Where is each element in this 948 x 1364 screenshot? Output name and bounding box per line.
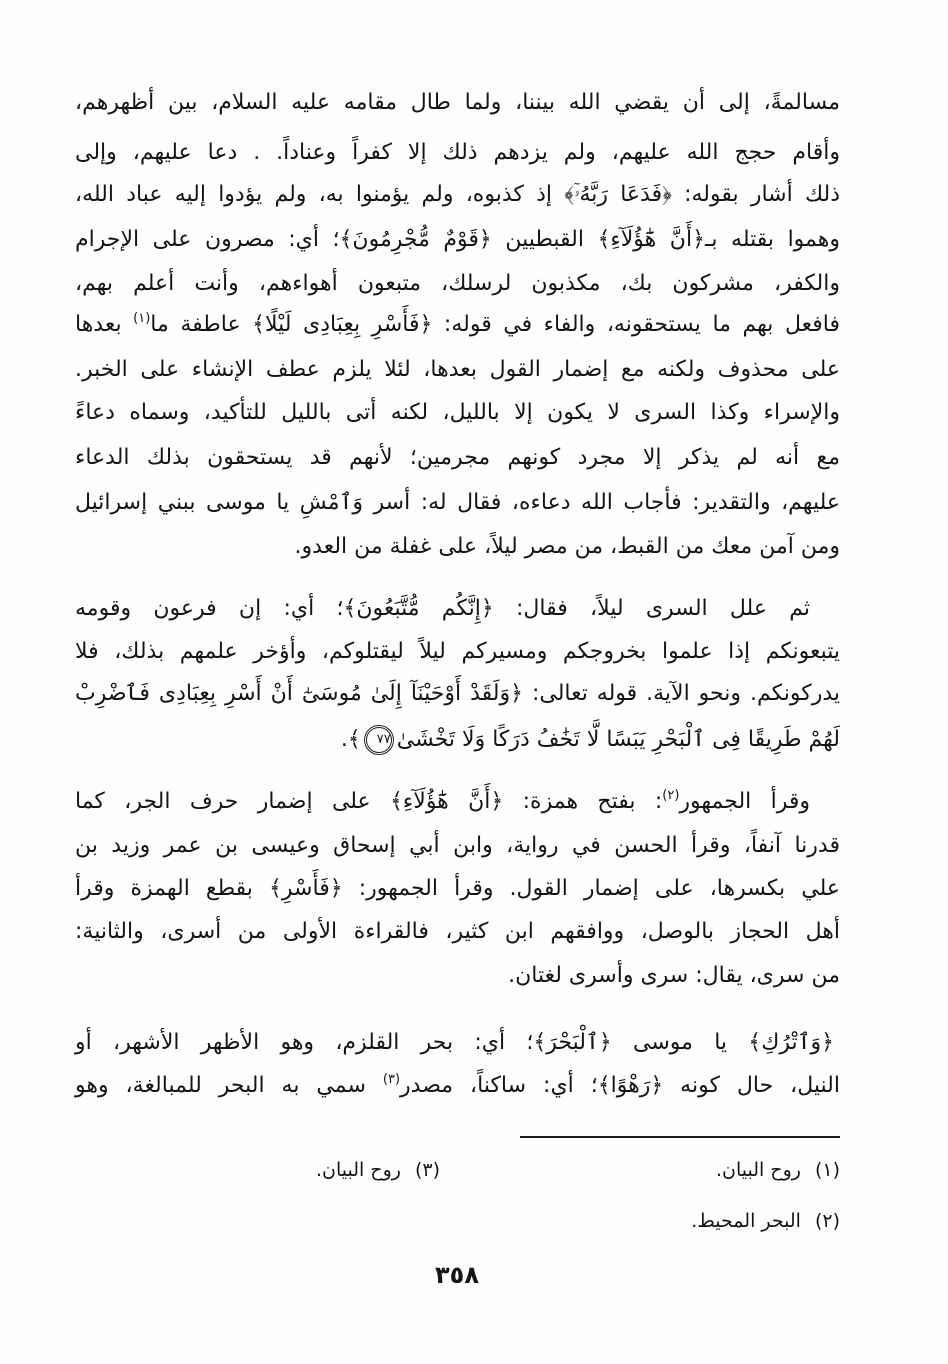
text-line: علي بكسرها، على إضمار القول. وقرأ الجمهور: ﴿فَأَسْرِ﴾ بقطع الهمزة وقرأ xyxy=(75,876,840,901)
text-line: مع أنه لم يذكر إلا مجرد كونهم مجرمين؛ لأنهم قد يستحقون بذلك الدعاء xyxy=(75,445,840,470)
footnote-3 xyxy=(316,1155,440,1185)
text-line: على محذوف ولكنه مع إضمار القول بعدها، لئلا يلزم عطف الإنشاء على الخبر. xyxy=(75,357,840,382)
line-text: سمي به البحر للمبالغة، وهو xyxy=(75,1073,383,1098)
text-line: وأقام حجج الله عليهم، ولم يزدهم ذلك إلا كفراً وعناداً. . دعا عليهم، وإلى xyxy=(75,140,840,165)
text-line xyxy=(75,1064,840,1108)
footnote-text: روح البيان. xyxy=(315,1159,401,1181)
text-line: يدركونكم. ونحو الآية. قوله تعالى: ﴿وَلَقَدْ أَوْحَيْنَآ إِلَىٰ مُوسَىٰٓ أَنْ أَسْرِ بِعِبَادِى فَٱضْرِبْ xyxy=(75,681,840,706)
footnote-ref-1: (١) xyxy=(133,311,151,326)
line-text: وقرأ الجمهور xyxy=(679,789,810,814)
quran-text: لَهُمْ طَرِيقًا فِى ٱلْبَحْرِ يَبَسًا لَّا تَخَٰفُ دَرَكًا وَلَا تَخْشَىٰ xyxy=(396,727,840,752)
text-line: والكفر، مشركون بك، مكذبون لرسلك، متبعون أهواءهم، وأنت أعلم بهم، xyxy=(75,271,840,296)
text-line: من سرى، يقال: سرى وأسرى لغتان. xyxy=(508,963,840,988)
text-line xyxy=(75,718,840,762)
text-line: وهموا بقتله بـ﴿أَنَّ هَٰٓؤُلَآءِ﴾ القبطيين ﴿قَوْمٌ مُّجْرِمُونَ﴾؛ أي: مصرون على الإجرام xyxy=(75,227,840,252)
footnote-2 xyxy=(691,1206,840,1236)
page-number: ٣٥٨ xyxy=(435,1261,479,1289)
text-line xyxy=(75,780,840,824)
text-line xyxy=(75,303,840,347)
text-line: أهل الحجاز بالوصل، ووافقهم ابن كثير، فالقراءة الأولى من أسرى، والثانية: xyxy=(75,919,840,944)
footnote-separator xyxy=(520,1136,840,1138)
line-text: فافعل بهم ما يستحقونه، والفاء في قوله: ﴿فَأَسْرِ بِعِبَادِى لَيْلًا﴾ عاطفة ما xyxy=(150,312,840,337)
text-line: ﴿وَٱتْرُكِ﴾ يا موسى ﴿ٱلْبَحْرَ﴾؛ أي: بحر القلزم، وهو الأظهر الأشهر، أو xyxy=(75,1030,834,1055)
text-line: يتبعونكم إذا علموا بخروجكم ومسيركم ليلاً ليقتلوكم، وأؤخر علمهم بذلك، فلا xyxy=(75,639,840,664)
text-line: والإسراء وكذا السرى لا يكون إلا بالليل، لكنه أتى بالليل للتأكيد، وسماه دعاءً xyxy=(75,400,840,425)
line-text: النيل، حال كونه ﴿رَهْوًا﴾؛ أي: ساكناً، مصدر xyxy=(400,1073,840,1098)
footnote-text: روح البيان. xyxy=(715,1159,801,1181)
text-line: قدرنا آنفاً، وقرأ الحسن في رواية، وابن أبي إسحاق وعيسى بن عمر وزيد بن xyxy=(75,833,840,858)
footnote-ref-2: (٢) xyxy=(662,788,680,803)
text-line: ومن آمن معك من القبط، من مصر ليلاً، على غفلة من العدو. xyxy=(294,534,840,559)
text-line: ذلك أشار بقوله: ﴿فَدَعَا رَبَّهُۥٓ﴾ إذ كذبوه، ولم يؤمنوا به، ولم يؤدوا إليه عباد الله، xyxy=(75,182,840,207)
text-line: مسالمةً، إلى أن يقضي الله بيننا، ولما طال مقامه عليه السلام، بين أظهرهم، xyxy=(75,90,840,115)
text-line: عليهم، والتقدير: فأجاب الله دعاءه، فقال له: أسر وَٱمْشِ يا موسى ببني إسرائيل xyxy=(75,490,840,515)
footnote-number: (٢) xyxy=(814,1210,840,1232)
quran-close: ﴾. xyxy=(340,727,361,752)
footnote-1 xyxy=(716,1155,840,1185)
text-line: ثم علل السرى ليلاً، فقال: ﴿إِنَّكُم مُّتَّبَعُونَ﴾؛ أي: إن فرعون وقومه xyxy=(75,596,810,621)
line-text: بعدها xyxy=(75,312,134,337)
footnote-number: (١) xyxy=(814,1159,840,1181)
footnote-text: البحر المحيط. xyxy=(691,1210,801,1232)
line-text: : بفتح همزة: ﴿أَنَّ هَٰٓؤُلَآءِ﴾ على إضمار حرف الجر، كما xyxy=(75,789,663,814)
footnote-number: (٣) xyxy=(414,1159,440,1181)
ayah-number-marker: ٧٧ xyxy=(364,725,394,755)
footnote-ref-3: (٣) xyxy=(382,1072,401,1087)
